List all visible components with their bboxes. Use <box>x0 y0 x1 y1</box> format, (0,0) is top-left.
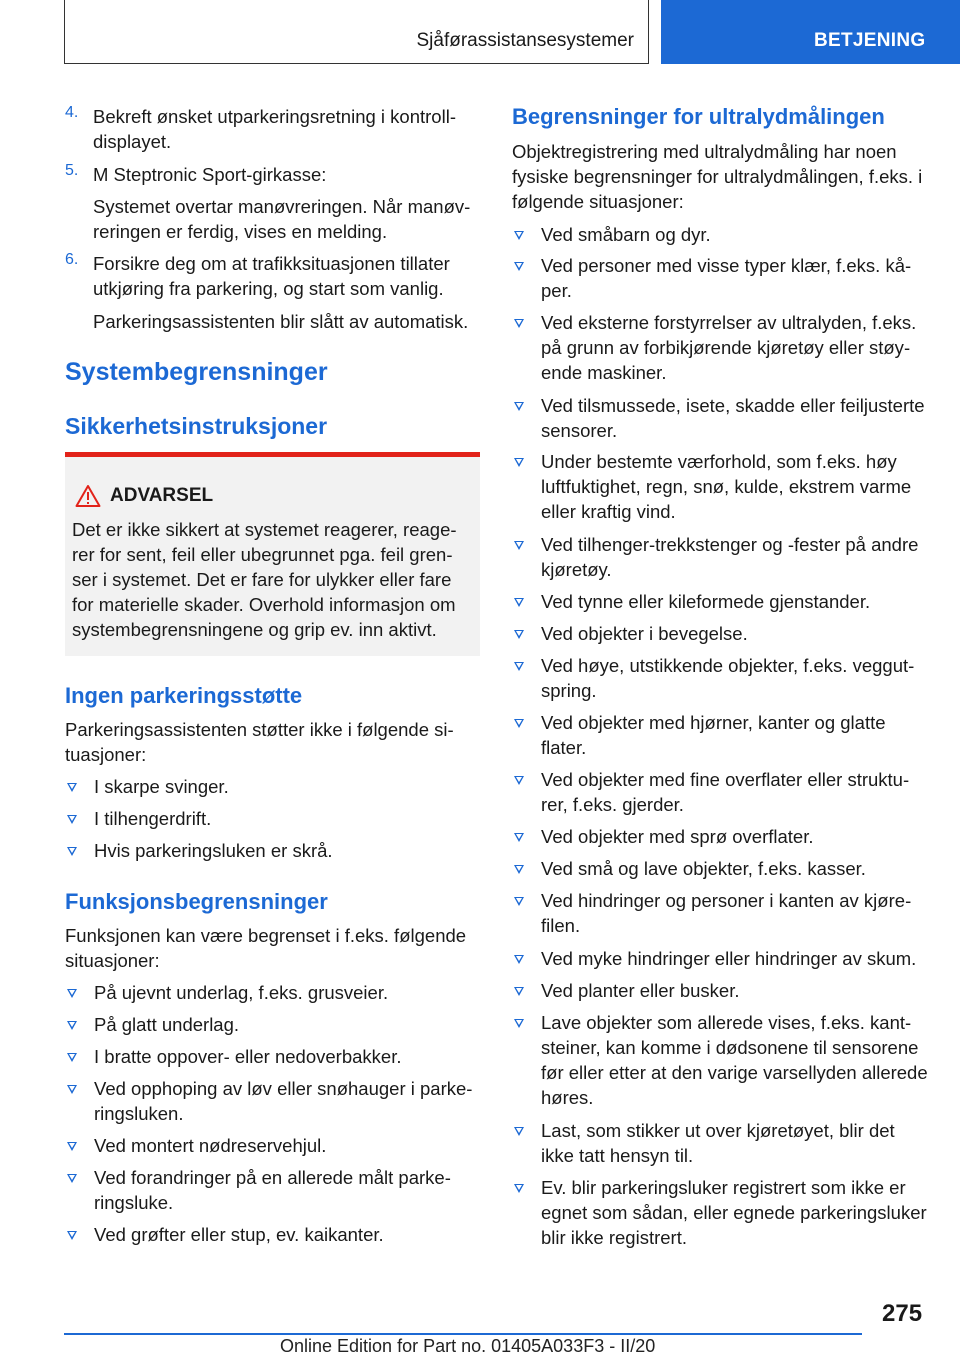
step-text: M Steptronic Sport-girkasse: <box>93 164 327 185</box>
ultrasound-intro: Objektregistrering med ultralydmåling har noen fysiske begrensninger for ultralydmålingen, f.eks. i følgende situasjoner: <box>512 141 923 212</box>
safety-title: Sikkerhetsinstruksjoner <box>65 413 328 439</box>
bullet-icon <box>514 402 524 411</box>
warning-text: Det er ikke sikkert at systemet reagerer, reagerer for sent, feil eller ubegrunnet pga. feil grenser i systemet. Det er fare for ulykker eller fare for materielle skader. Overhold informasjon om systembegrensningene og grip ev. inn aktivt. <box>72 519 457 640</box>
list-item: Ved tynne eller kileformede gjenstander. <box>512 589 928 614</box>
no-parking-intro: Parkeringsassistenten støtter ikke i følgende situasjoner: <box>65 719 454 765</box>
bullet-icon <box>514 1019 524 1028</box>
list-item: På glatt underlag. <box>65 1012 480 1037</box>
bullet-icon <box>514 458 524 467</box>
step-5 <box>65 162 480 187</box>
list-item: Ved objekter i bevegelse. <box>512 621 928 646</box>
bullet-icon <box>514 231 524 240</box>
list-item: Under bestemte værforhold, som f.eks. høy luftfuktighet, regn, snø, kulde, ekstrem varme eller kraftig vind. <box>512 449 928 524</box>
footer-rule <box>64 1333 862 1335</box>
list-item: Ved små og lave objekter, f.eks. kasser. <box>512 856 928 881</box>
bullet-icon <box>514 319 524 328</box>
list-item: Ved grøfter eller stup, ev. kaikanter. <box>65 1222 480 1247</box>
bullet-icon <box>514 541 524 550</box>
bullet-icon <box>514 1127 524 1136</box>
header-tab-betjening[interactable] <box>661 0 960 64</box>
header-tab-label: BETJENING <box>814 30 926 51</box>
bullet-icon <box>67 783 77 792</box>
step-text: Forsikre deg om at trafikksituasjonen tillater utkjøring fra parkering, og start som vanlig. <box>93 253 450 299</box>
bullet-icon <box>514 662 524 671</box>
bullet-icon <box>514 987 524 996</box>
bullet-icon <box>514 598 524 607</box>
bullet-icon <box>514 630 524 639</box>
list-item: I tilhengerdrift. <box>65 806 480 831</box>
warning-label: ADVARSEL <box>110 485 214 506</box>
list-item: Ved montert nødreservehjul. <box>65 1133 480 1158</box>
bullet-icon <box>514 719 524 728</box>
list-item: På ujevnt underlag, f.eks. grusveier. <box>65 980 480 1005</box>
ultrasound-title: Begrensninger for ultralydmålingen <box>512 104 885 129</box>
bullet-icon <box>67 1053 77 1062</box>
function-limits-intro: Funksjonen kan være begrenset i f.eks. følgende situasjoner: <box>65 925 467 971</box>
list-item: Ved tilhenger-trekkstenger og -fester på andre kjøretøy. <box>512 532 928 582</box>
bullet-icon <box>67 1021 77 1030</box>
header-title: Sjåførassistansesystemer <box>416 30 634 51</box>
step-number: 4. <box>65 104 79 121</box>
function-limits-title: Funksjonsbegrensninger <box>65 889 328 914</box>
list-item: Ev. blir parkeringsluker registrert som ikke er egnet som sådan, eller egnede parkeringsluker blir ikke registrert. <box>512 1175 928 1250</box>
step-6 <box>65 251 480 301</box>
bullet-icon <box>67 1174 77 1183</box>
list-item: Ved objekter med sprø overflater. <box>512 824 928 849</box>
step-4 <box>65 104 480 154</box>
bullet-icon <box>514 1184 524 1193</box>
bullet-icon <box>67 815 77 824</box>
bullet-icon <box>514 776 524 785</box>
bullet-icon <box>67 847 77 856</box>
list-item: Ved planter eller busker. <box>512 978 928 1003</box>
list-item: Ved objekter med hjørner, kanter og glatte flater. <box>512 710 928 760</box>
list-item: Ved tilsmussede, isete, skadde eller feiljusterte sensorer. <box>512 393 928 443</box>
list-item: Ved myke hindringer eller hindringer av skum. <box>512 946 928 971</box>
page-number: 275 <box>882 1300 923 1327</box>
step-text: Bekreft ønsket utparkeringsretning i kontrolldisplayet. <box>93 106 456 152</box>
list-item: Ved høye, utstikkende objekter, f.eks. veggutspring. <box>512 653 928 703</box>
step-number: 5. <box>65 162 79 179</box>
bullet-icon <box>514 865 524 874</box>
list-item: Ved hindringer og personer i kanten av kjørefilen. <box>512 888 928 938</box>
bullet-icon <box>67 1142 77 1151</box>
list-item: Ved objekter med fine overflater eller strukturer, f.eks. gjerder. <box>512 767 928 817</box>
list-item: Lave objekter som allerede vises, f.eks. kantsteiner, kan komme i dødsonene til sensorene før eller etter at den varige varsellyden allerede høres. <box>512 1010 928 1110</box>
bullet-icon <box>514 897 524 906</box>
bullet-icon <box>67 989 77 998</box>
list-item: I bratte oppover- eller nedoverbakker. <box>65 1044 480 1069</box>
list-item: Last, som stikker ut over kjøretøyet, blir det ikke tatt hensyn til. <box>512 1118 928 1168</box>
header-frame <box>64 0 649 64</box>
step-6-result: Parkeringsassistenten blir slått av automatisk. <box>93 311 469 332</box>
bullet-icon <box>514 955 524 964</box>
step-5-result: Systemet overtar manøvreringen. Når manøvreringen er ferdig, vises en melding. <box>93 196 471 242</box>
list-item: I skarpe svinger. <box>65 774 480 799</box>
list-item: Ved personer med visse typer klær, f.eks. kåper. <box>512 253 928 303</box>
warning-box <box>65 452 480 656</box>
bullet-icon <box>67 1085 77 1094</box>
no-parking-title: Ingen parkeringsstøtte <box>65 683 303 708</box>
bullet-icon <box>514 833 524 842</box>
list-item: Ved småbarn og dyr. <box>512 222 928 247</box>
list-item: Ved forandringer på en allerede målt parkeringsluke. <box>65 1165 480 1215</box>
footer-edition: Online Edition for Part no. 01405A033F3 - II/20 <box>280 1336 656 1356</box>
section-title: Systembegrensninger <box>65 358 328 386</box>
warning-triangle-icon <box>75 484 101 508</box>
list-item: Ved opphoping av løv eller snøhauger i parkeringsluken. <box>65 1076 480 1126</box>
bullet-icon <box>67 1231 77 1240</box>
list-item: Hvis parkeringsluken er skrå. <box>65 838 480 863</box>
list-item: Ved eksterne forstyrrelser av ultralyden, f.eks. på grunn av forbikjørende kjøretøy eller støyende maskiner. <box>512 310 928 385</box>
bullet-icon <box>514 262 524 271</box>
step-number: 6. <box>65 251 79 268</box>
